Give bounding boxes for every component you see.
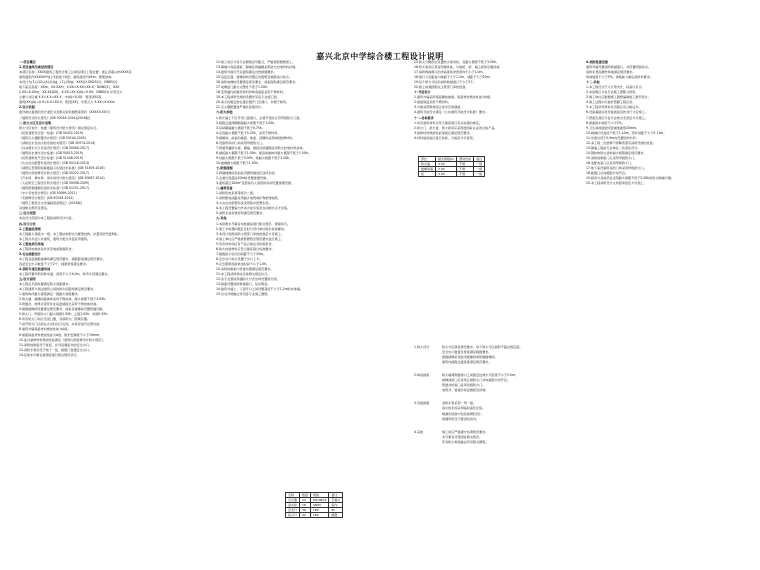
section-heading: 一.项目概况 — [19, 60, 36, 64]
table-cell: 2h — [329, 508, 343, 513]
note-line: 3.本设计需经消防主管部门审核批准后方可施工。 — [216, 231, 284, 236]
table-cell: 18 — [300, 503, 311, 508]
table-row — [419, 172, 485, 177]
table-row — [286, 508, 343, 513]
note-line: 11.消防控制室设于首层，并设直通室外的安全出口。 — [19, 342, 92, 347]
section-heading: 九.其他 — [216, 216, 227, 221]
note-line: 《民用建筑设计统一标准》(GB 50352-2019) — [19, 130, 83, 135]
note-line: 18.疏散门应向疏散方向开启。 — [586, 171, 629, 176]
note-line: 8.建筑外墙保温材料燃烧性能为A级。 — [19, 327, 71, 332]
note-line: 21.灭火器配置按严重危险级设计。 — [216, 105, 265, 110]
note-line: 9.应急照明连续供电时间不小于1.0h。 — [216, 261, 270, 266]
note-line: 1.消防用电负荷等级为二级。 — [216, 191, 257, 196]
note-line: 3.面积超过100m²且经常有人停留的房间设置排烟设施。 — [216, 181, 295, 186]
note-line: 2.消防配电线路采用耐火电缆或矿物绝缘电缆。 — [216, 196, 281, 201]
note-line: 4.疏散楼梯间设置满足规范要求；前室及楼梯间设置防烟设施。 — [19, 307, 106, 312]
note-line: 13.幕墙与每层楼板、隔墙处的缝隙采用防火封堵材料封堵。 — [216, 65, 299, 70]
note-line: 6.所有防火门均应设闭门器，双扇防火门设顺序器。 — [19, 317, 91, 322]
note-line: 15.消防控制室门应采用甲级防火门。 — [586, 155, 638, 160]
note-line: 7.预留孔洞应与各专业核对无误后方可施工。 — [586, 115, 648, 120]
note-line: 4.本工程设置室内外消火栓系统及自动喷水灭火系统。 — [216, 206, 291, 211]
note-line: 11.外窗台低于0.9m时设置防护栏杆。 — [586, 135, 640, 140]
note-line: 1.防烟楼梯间及前室设置机械加压送风系统。 — [216, 171, 278, 176]
table-cell: 应急灯 — [286, 508, 300, 513]
section-heading: 五.设计说明 — [19, 277, 36, 282]
note-line: 本工程耐火等级为一级；本工程结构形式为框架结构，抗震设防烈度6度。 — [19, 231, 120, 236]
note-line: 18.窗口下沿距室内地面不大于1.2m，间距不大于20m。 — [414, 75, 493, 80]
note-line: 5.所有材料均应有产品合格证及检验报告。 — [216, 241, 275, 246]
note-line: 《建筑设计防火规范》(GB 50016-2014)(2018版) — [19, 115, 91, 120]
note-line: 9.屋面保温材料燃烧性能为A级，防护层厚度不小于10mm。 — [19, 332, 103, 337]
section-heading: 4.消防救援设施 — [586, 60, 608, 64]
section-heading: 2.工程地质及场地 — [19, 241, 44, 246]
note-line: 8.安全出口标志设置于出口上方。 — [216, 256, 263, 261]
note-line: 19.厨房与其他部位采用耐火极限不低于2.00h的防火隔墙分隔。 — [586, 176, 675, 181]
note-line: 16.防火卷帘应具有防烟性能，与楼板、梁、墙之间的空隙封堵。 — [414, 65, 503, 70]
note-line: 本次设计范围为本工程的消防设计内容。 — [19, 216, 75, 221]
note-line: 4.材料进场前应进行检验，合格后方可使用。 — [414, 135, 476, 140]
table-cell: 一级 — [474, 162, 485, 167]
note-line: 7.常开防火门应能在火灾时自行关闭，并具有信号反馈功能。 — [19, 322, 103, 327]
note-line: 10.室内装修材料燃烧性能满足《建筑内部装修设计防火规范》。 — [19, 337, 106, 342]
note-line: 9.柱耐火极限不低于3.00h；梁耐火极限不低于2.00h。 — [216, 155, 293, 160]
note-line: 20.施工前须经相关主管部门审核批准。 — [414, 85, 469, 90]
note-line: 本设计为(1)-(12)-(A)-(L)轴；(1)-(3)轴：XXX(1) DN25(1)；DN65(1) — [19, 80, 118, 85]
side-block-line: 防火分区满足规范要求，每个防火分区面积不超过规定值。 — [442, 345, 523, 349]
table-header-cell: 部位 — [419, 157, 436, 162]
side-block-line: 未尽事宜详见国家相关规范。 — [442, 434, 483, 439]
table-cell: 一级 — [474, 167, 485, 172]
table-cell: 不燃 — [457, 167, 474, 172]
table-cell: 消火栓 — [286, 503, 300, 508]
side-block-label: 3.设备措施 — [414, 401, 430, 406]
note-line: 3.外窗采用断热铝合金中空玻璃窗。 — [414, 105, 464, 110]
note-line: 1.建筑外墙采用保温隔热措施，保温材料燃烧性能为A级。 — [414, 95, 494, 100]
note-line: 场地坡度不大于3%，承载能力满足消防车要求。 — [586, 75, 653, 80]
note-line: 3.施工单位应根据施工图纸编制施工组织设计。 — [586, 95, 651, 100]
note-line: 3.房间隔墙耐火极限不低于0.75h。 — [216, 125, 265, 130]
note-line: 本工程总平面布置满足防火间距要求。 — [19, 282, 72, 287]
note-line: 13.其他未尽事宜按国家现行相关规范执行。 — [19, 352, 80, 357]
table-cell: SN65 — [311, 503, 329, 508]
section-heading: 1.工程建设等级 — [19, 226, 41, 231]
section-heading: 七.防烟排烟 — [216, 165, 233, 170]
note-line: 13.幕墙工程由专业单位二次深化设计。 — [586, 145, 641, 150]
note-line: 5.本工程所用材料及设备应有合格证书。 — [586, 105, 642, 110]
note-line: 5.消防水池有效容积满足规范要求。 — [216, 211, 266, 216]
note-line: 《消防应急照明和疏散指示系统技术标准》(GB 51309-2018) — [19, 165, 105, 170]
note-line: 8.屋面排水坡度不小于2%。 — [586, 120, 625, 125]
table-cell: 3.00 — [436, 172, 457, 177]
note-line: 5.防火门：甲级防火门耐火极限1.50h；乙级1.00h；丙级0.50h。 — [19, 312, 111, 317]
note-line: 《建筑防烟排烟系统技术标准》(GB 51251-2017) — [19, 186, 90, 191]
section-heading: 六.防火构造 — [216, 110, 233, 115]
table-cell: 指示灯 — [286, 513, 300, 518]
side-block-line: 建筑内疏散走道宽度满足规范要求。 — [442, 360, 492, 365]
note-line: 《火灾自动报警系统设计规范》(GB 50116-2013) — [19, 160, 90, 165]
note-line: 4.吊顶耐火极限不低于0.25h，采用不燃材料。 — [216, 130, 281, 135]
side-block-label: 2.构造措施 — [414, 373, 430, 378]
note-line: 《建筑内部装修设计防火规范》(GB 50222-2017) — [19, 171, 90, 176]
note-line: 2.施工中如遇问题应及时与设计单位联系协商解决。 — [216, 226, 288, 231]
note-line: 《建筑灭火器配置设计规范》(GB 50140-2005) — [19, 135, 86, 140]
note-line: 本工程设置环形消防车道，宽度不小于4.0m，转弯半径满足要求。 — [19, 271, 111, 276]
section-heading: 三.设计范围 — [19, 211, 36, 216]
notes-column-4 — [586, 60, 744, 530]
document-title: 嘉兴北京中学综合楼工程设计说明 — [316, 52, 444, 61]
table-cell: 柱 — [419, 172, 436, 177]
table-cell: 不燃 — [457, 162, 474, 167]
section-heading: 八.建筑设备 — [216, 186, 233, 191]
note-line: 14.建筑外墙上、下层开口之间设置高度不小于1.2m的实体墙。 — [216, 287, 304, 292]
table-cell: 3.00 — [436, 162, 457, 167]
side-block-line: 防火墙两侧窗洞口之间最近边缘水平距离不小于2.0m。 — [442, 373, 518, 378]
note-line: 2.防火墙、楼梯间墙体均采用不燃烧体，耐火极限不低于3.00h。 — [19, 297, 109, 302]
note-line: 3.火灾自动报警系统采用集中报警系统。 — [216, 201, 272, 206]
side-block-line: 消火栓系统采用临时高压系统。 — [442, 406, 486, 411]
table-row — [286, 513, 343, 518]
fire-rating-table — [418, 155, 568, 178]
note-line: 《汽车库、修车库、停车场设计防火规范》(GB 50067-2014) — [19, 176, 105, 181]
note-line: 1.本说明未尽事宜均按国家现行相关规范、规程执行。 — [216, 221, 291, 226]
note-line: 建筑外墙设置消防救援窗口，并设置明显标识。 — [586, 65, 651, 70]
notes-column-3 — [414, 60, 582, 530]
section-heading: 十.节能设计 — [414, 90, 431, 95]
note-line: 6.设备基础应待设备到货后核对尺寸后施工。 — [586, 110, 648, 115]
table-cell: 不燃 — [457, 172, 474, 177]
table-header-cell: 备注 — [474, 157, 485, 162]
note-line: 10.楼梯栏杆高度不低于1.10m，竖杆间距不大于0.11m。 — [586, 130, 667, 135]
note-line: 9.卫生间地面较同层楼地面低20mm。 — [586, 125, 640, 130]
notes-column-2 — [216, 60, 409, 530]
table-cell: 室内 — [329, 503, 343, 508]
note-line: 2.本说明应与各专业施工图配合使用。 — [586, 90, 639, 95]
note-line: 建筑面积约XXXXm²地上X层地下X层；建筑高度约XXm；框架结构。 — [19, 75, 115, 80]
note-line: 2.防火门、防火窗、防火卷帘应采用经国家认证的合格产品。 — [414, 125, 498, 130]
side-block-line: 喷淋系统按中危险级II级设计。 — [442, 411, 485, 416]
note-line: 15.有关详细做法详见各专业施工图纸。 — [216, 292, 271, 297]
note-line: 5.楼梯间、前室的墙面、地面、顶棚均采用A级装修材料。 — [216, 135, 296, 140]
section-heading: 1.项目建筑及楼层的情况 — [19, 65, 54, 70]
table-cell: 灭火器 — [286, 498, 300, 503]
section-heading: 四.设计分类 — [19, 221, 36, 226]
side-block-line: 管道井检查门采用丙级防火门。 — [442, 383, 486, 388]
note-line: 7.疏散指示标志的间距不大于20m。 — [216, 251, 267, 256]
equipment-table — [285, 491, 385, 519]
table-cell: MF/ABC4 — [311, 498, 329, 503]
note-line: 本项目名称：XXXX建筑工程设计施工总承包项目工程位置：浙江省嘉兴市XXXX区 — [19, 70, 132, 75]
section-heading: 3.安全疏散设计 — [19, 251, 41, 256]
table-header-cell: 备注 — [329, 493, 343, 498]
note-line: 《民用建筑电气设计标准》(GB 51348-2019) — [19, 155, 83, 160]
note-line: 建设单位提供的设计委托书及相关资料图纸等资料（XXXX年XX月） — [19, 110, 113, 115]
note-line: 14.钢结构防火涂料耐火极限满足规范要求。 — [586, 150, 647, 155]
table-header-cell: 耐火极限(h) — [436, 157, 457, 162]
note-line: 主要公共区域 X.X=X.X=XX.X；中(A)=X.XX；管径(XX)等。 — [19, 95, 105, 100]
note-line: 《消防给水及消火栓系统技术规范》(GB 50974-2014) — [19, 140, 96, 145]
note-line: 15.防火分隔部位设置防火卷帘时，其耐火极限不低于3.00h。 — [414, 60, 499, 64]
note-line: 20.消火栓箱安装位置应避开门及洞口，并便于取用。 — [216, 100, 289, 105]
note-line: 3.管道井、电缆井等竖井在每层楼板处采用不燃烧体封堵。 — [19, 302, 100, 307]
section-heading: 二.防火分区及设计说明 — [19, 120, 52, 125]
note-line: 1.建筑构件耐火极限满足一级耐火等级要求。 — [19, 292, 81, 297]
note-line: 16.变配电室门应采用甲级防火门。 — [586, 160, 635, 165]
note-line: 10.楼梯耐火极限不低于1.50h。 — [216, 160, 261, 165]
note-line: 17.消防救援窗口的净高度和净宽度均不小于1.0m。 — [414, 70, 486, 75]
side-block-line: 楼梯间的门应采用乙级防火门并向疏散方向开启。 — [442, 378, 511, 383]
note-line: 《中小学校设计规范》(GB 50099-2011) — [19, 191, 77, 196]
section-heading: 十一.材料要求 — [414, 115, 434, 120]
note-line: 消防车登高操作场地满足规范要求。 — [586, 70, 636, 75]
note-line: 12.各专业管线穿越防火分区处均设置防火阀。 — [216, 277, 280, 282]
note-line: 《无障碍设计规范》(GB 50763-2012) — [19, 196, 74, 201]
note-line: 8.楼板耐火极限不低于1.50h；屋顶承重构件耐火极限不低于1.50h。 — [216, 150, 311, 155]
note-line: 16.消防电梯的设置满足规范要求，前室面积满足规范要求。 — [216, 80, 299, 85]
note-line: 各层安全出口数量不少于2个，疏散宽度满足要求。 — [19, 261, 90, 266]
section-heading: 十二.其他 — [586, 80, 600, 85]
table-header-cell: 数量 — [300, 493, 311, 498]
table-cell: 36 — [300, 508, 311, 513]
table-row — [286, 503, 343, 508]
note-line: 建筑(XX)(A)=X.X=X.X=XX.X；管径(XX)，中型灭火 X.XX=X.XXm — [19, 100, 115, 105]
note-line: 2.走道长度超过20m时设置排烟设施。 — [216, 176, 270, 181]
note-line: 19.本工程消防设施的设置详见各专业施工图。 — [216, 95, 280, 100]
side-block-line: 消防水泵采用一用一备。 — [442, 401, 477, 406]
note-line: 1.所有建筑材料应符合国家现行有关标准的规定。 — [414, 120, 482, 125]
note-line: 3.装修材料燃烧性能等级应满足规范要求。 — [414, 130, 473, 135]
note-line: 本工程各层疏散楼梯均满足规范要求，疏散距离满足规范要求。 — [19, 256, 106, 261]
side-block-label: 4.其他 — [414, 429, 424, 434]
table-cell: 防火墙 — [419, 162, 436, 167]
notes-column-1 — [19, 60, 212, 530]
note-line: 17.地下室设备用房的门均采用甲级防火门。 — [586, 165, 647, 170]
table-row — [286, 498, 343, 503]
table-cell: 楼梯间墙 — [419, 167, 436, 172]
side-block-line: 施工时应严格遵守各项规范要求。 — [442, 429, 489, 434]
note-line: 18.变形缝内的填充材料和构造基层采用不燃材料。 — [216, 90, 286, 95]
note-line: 4.施工单位应严格按照图纸及规范要求进行施工。 — [216, 236, 284, 241]
table-cell: LED — [311, 508, 329, 513]
note-line: 10.消防控制室内设备布置满足规范要求。 — [216, 266, 274, 271]
note-line: 12.施工时应与各专业图纸密切配合，严格按照图纸施工。 — [216, 60, 296, 64]
side-block-line: 所有防火构造做法详见相关图集。 — [442, 439, 489, 444]
section-heading: 2.设计依据 — [19, 105, 35, 110]
note-line: 其他相关规范及规定。 — [19, 206, 50, 211]
table-header-cell: 规格 — [311, 493, 329, 498]
note-line: 地下室总高度：XXm；XX.XXm；X.XX=X.XX=XX.X；DN80(1)，XXX — [19, 85, 120, 90]
note-line: 本工程为多层公共建筑，建筑分类为多层民用建筑。 — [19, 236, 91, 241]
section-heading: 4.消防车道及救援场地 — [19, 266, 51, 271]
note-line: 《建筑工程设计文件编制深度规定》(2016版) — [19, 201, 82, 206]
table-cell: 疏散 — [329, 513, 343, 518]
note-line: 19.每个防火分区的消防救援窗口不少于2个。 — [414, 80, 477, 85]
side-block-line: 安全出口数量及宽度满足疏散要求。 — [442, 350, 492, 355]
note-line: 6.设备用房的门均采用甲级防火门。 — [216, 140, 266, 145]
note-line: 防火分区划分：依据《建筑设计防火规范》相关规定执行。 — [19, 125, 100, 130]
table-cell: 2.00 — [436, 167, 457, 172]
note-line: 4.建筑节能设计满足《公共建筑节能设计标准》要求。 — [414, 110, 489, 115]
note-line: 《人民防空工程设计防火规范》(GB 50098-2009) — [19, 181, 90, 186]
note-line: 13.屋面设置消防救援窗口，标识明显。 — [216, 282, 271, 287]
note-line: 2.疏散走道两侧隔墙耐火极限不低于1.00h。 — [216, 120, 278, 125]
note-line: 1.本工程设计尺寸以毫米计，标高以米计。 — [586, 85, 645, 90]
table-header-cell: 燃烧性能 — [457, 157, 474, 162]
side-block-label: 1.防火设计 — [414, 345, 430, 349]
note-line: 11.本工程消防验收应按相关规定执行。 — [216, 271, 271, 276]
note-line: 本工程场地地质条件详见地质勘察报告。 — [19, 246, 75, 251]
note-line: 17.电梯层门耐火完整性不低于1.00h。 — [216, 85, 270, 90]
table-cell: 手提式 — [329, 498, 343, 503]
note-line: 2.屋面保温采用不燃材料。 — [414, 100, 451, 105]
note-line: 12.消防水泵房设于地下一层，疏散门直通安全出口。 — [19, 347, 92, 352]
side-block-line: 电缆井、管道井每层楼板处封堵。 — [442, 388, 489, 393]
note-line: 《建筑给水排水设计标准》(GB 50015-2019) — [19, 150, 83, 155]
note-line: 12.本工程二次装修不得降低原有消防设施的性能。 — [586, 140, 656, 145]
note-line: 2.XX=X.XXm，XX.XX(XX)，X.XX=XX.X(A)=X.XX；DN80(1) 中型灭火 — [19, 90, 123, 95]
table-cell: LED — [311, 513, 329, 518]
table-cell: 24 — [300, 498, 311, 503]
note-line: 20.本工程消防设计文件经审批后方可施工。 — [586, 181, 647, 186]
side-block-line: 排烟风机设于屋顶机房内。 — [442, 416, 480, 421]
note-line: 4.施工过程中应做好隐蔽工程记录。 — [586, 100, 636, 105]
note-line: 6.防火封堵材料应符合国家现行标准要求。 — [216, 246, 275, 251]
note-line: 本工程建筑与周边建筑之间的防火间距均满足规范要求。 — [19, 287, 97, 292]
note-line: 14.建筑外窗可开启面积满足自然排烟要求。 — [216, 70, 277, 75]
note-line: 15.各层走道、楼梯间均设置应急照明及疏散指示标志。 — [216, 75, 293, 80]
note-line: 1.防火墙上不应开设门窗洞口，必须开设时应设甲级防火门窗。 — [216, 115, 303, 120]
note-line: 7.管道穿越防火墙、隔墙、楼板处的缝隙采用防火封堵材料封堵。 — [216, 145, 306, 150]
table-cell: 42 — [300, 513, 311, 518]
table-cell: 一级 — [474, 172, 485, 177]
table-header-cell: 名称 — [286, 493, 300, 498]
note-line: 《自动喷水灭火系统设计规范》(GB 50084-2017) — [19, 145, 90, 150]
side-block-line: 疏散楼梯采用封闭楼梯间或防烟楼梯间。 — [442, 355, 498, 360]
